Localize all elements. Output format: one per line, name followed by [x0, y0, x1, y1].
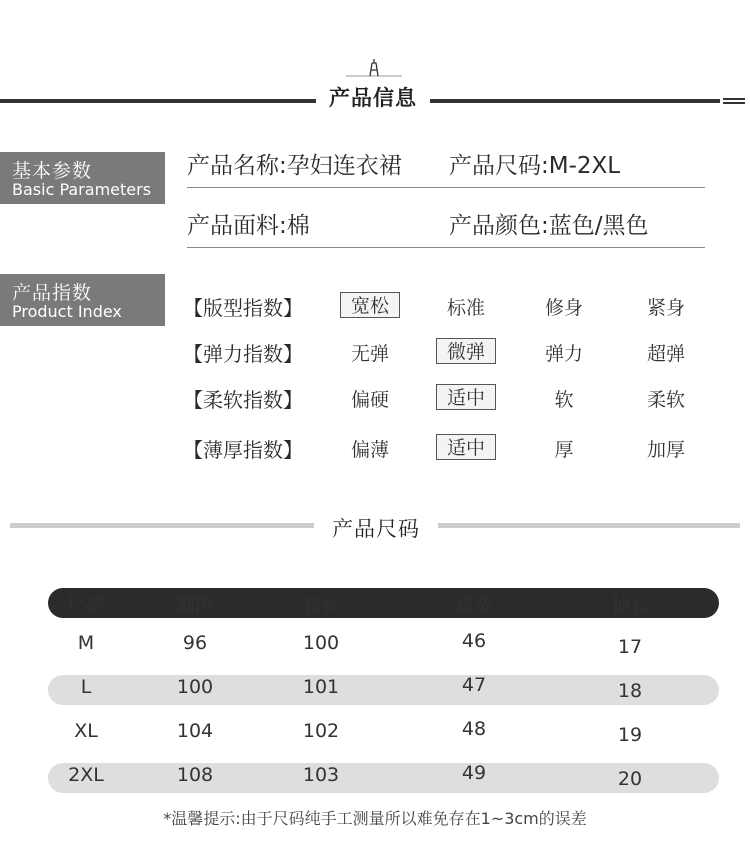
size-divider-left — [10, 523, 314, 528]
size-table-header-cell: 衣长 — [301, 594, 340, 616]
eiffel-tower-icon — [346, 58, 402, 82]
param-row-2 — [187, 207, 705, 248]
product-name: 产品名称:孕妇连衣裙 — [187, 153, 402, 179]
double-bar-icon — [723, 98, 745, 104]
size-table-cell: XL — [74, 720, 98, 742]
size-table-cell: 103 — [302, 764, 340, 786]
index-option: 超弹 — [646, 343, 685, 365]
basic-parameters-label — [0, 152, 165, 204]
basic-parameters-zh: 基本参数 — [12, 160, 93, 182]
product-color: 产品颜色:蓝色/黑色 — [449, 213, 649, 239]
size-table-cell: 49 — [461, 762, 487, 784]
size-table-cell: 100 — [302, 632, 340, 654]
size-table-cell: 48 — [461, 718, 487, 740]
index-option: 无弹 — [350, 343, 389, 365]
index-option-selected: 适中 — [436, 384, 496, 410]
index-option: 修身 — [544, 297, 583, 319]
index-row-label: 【薄厚指数】 — [183, 438, 303, 462]
size-table-cell: 18 — [617, 680, 643, 702]
size-table-header-cell: 胸围 — [175, 594, 214, 616]
index-option: 紧身 — [646, 297, 685, 319]
index-row-label: 【版型指数】 — [183, 296, 303, 320]
size-table-header-cell: 尺码 — [66, 594, 105, 616]
size-table-cell: 96 — [182, 632, 208, 654]
header-line-right — [430, 99, 720, 103]
size-table-cell: 101 — [302, 676, 340, 698]
index-option: 柔软 — [646, 389, 685, 411]
size-table-cell: L — [80, 676, 92, 698]
size-table-cell: 2XL — [68, 764, 104, 786]
param-row-1 — [187, 147, 705, 188]
index-option: 软 — [554, 389, 574, 411]
product-index-label — [0, 274, 165, 326]
product-fabric: 产品面料:棉 — [187, 213, 310, 239]
index-option: 标准 — [446, 297, 485, 319]
size-table-cell: 19 — [617, 724, 643, 746]
header-line-left — [0, 99, 316, 103]
product-size: 产品尺码:M-2XL — [449, 153, 621, 179]
index-option: 偏薄 — [350, 439, 389, 461]
index-option: 加厚 — [646, 439, 685, 461]
size-table-cell: 102 — [302, 720, 340, 742]
size-table-cell: M — [77, 632, 95, 654]
index-row-label: 【柔软指数】 — [183, 388, 303, 412]
size-table-cell: 17 — [617, 636, 643, 658]
size-divider-right — [438, 523, 740, 528]
index-option-selected: 微弹 — [436, 338, 496, 364]
index-option: 弹力 — [544, 343, 583, 365]
index-option: 厚 — [554, 439, 574, 461]
size-table-cell: 104 — [176, 720, 214, 742]
section-title-size: 产品尺码 — [332, 517, 420, 541]
index-row-label: 【弹力指数】 — [183, 342, 303, 366]
measurement-note: *温馨提示:由于尺码纯手工测量所以难免存在1~3cm的误差 — [163, 809, 587, 828]
size-table-header-cell: 肩宽 — [454, 594, 493, 616]
index-option: 偏硬 — [350, 389, 389, 411]
size-table-cell: 47 — [461, 674, 487, 696]
size-table-cell: 20 — [617, 768, 643, 790]
index-option-selected: 适中 — [436, 434, 496, 460]
index-option-selected: 宽松 — [340, 292, 400, 318]
size-table-cell: 46 — [461, 630, 487, 652]
size-table-header-cell: 袖长 — [610, 594, 649, 616]
product-index-en: Product Index — [12, 302, 122, 321]
section-title-product-info: 产品信息 — [329, 86, 417, 110]
product-index-zh: 产品指数 — [12, 282, 93, 304]
size-table-cell: 108 — [176, 764, 214, 786]
size-table-cell: 100 — [176, 676, 214, 698]
basic-parameters-en: Basic Parameters — [12, 180, 152, 199]
